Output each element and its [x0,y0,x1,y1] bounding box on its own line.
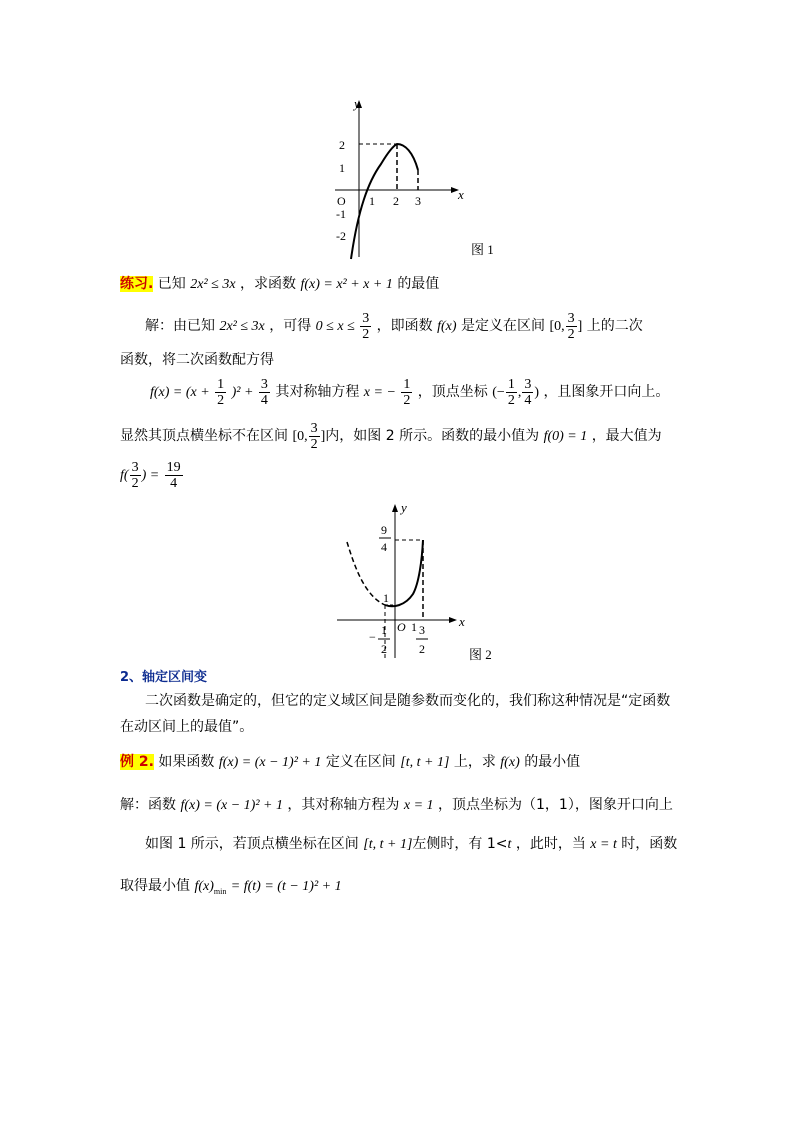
practice-line [120,274,439,295]
solution-line-4: 显然其顶点横坐标不在区间 [0, $\frac{3}{2}$ ]内，如图 2 所示。函数的最小值为 f(0) = 1 ，最大值为 [120,420,662,452]
sol-max: ) = [141,468,160,483]
fig2-y-9: 9 [381,523,387,537]
fig2-x-neg-minus: − [369,630,376,644]
sol2-text: 解：函数 [120,797,176,813]
fraction-1-2 [215,377,226,408]
solution-line-2: 函数，将二次函数配方得 [120,352,274,368]
fig1-y-tick-neg2: -2 [336,229,346,243]
fig1-x-label: x [458,187,464,202]
fig2-x-neg-den: 2 [381,642,387,656]
ex2-function: f(x) = (x − 1)² + 1 [218,755,322,770]
fig2-origin: O [397,620,406,634]
sol-text: 内，如图 2 所示。函数的最小值为 [325,428,540,444]
fig2-curve-solid [385,540,423,606]
fraction-3-2 [130,460,141,491]
fraction-3-4 [522,377,533,408]
section-2-para-line-1: 二次函数是确定的，但它的定义域区间是随参数而变化的，我们称这种情况是“定函数 [145,693,671,709]
fig1-y-tick-neg1: -1 [336,207,346,221]
sol-range: 0 ≤ x ≤ [315,319,355,334]
sol2-text: 取得最小值 [120,878,190,894]
frac-den: 2 [362,326,370,342]
sol2-text: ，其对称轴方程为 [287,797,400,813]
fig1-x-tick-2: 2 [393,194,399,208]
frac-num: 3 [310,420,318,436]
ex2-text: 的最小值 [524,754,581,770]
example-2-line [120,752,580,773]
sol2-text: 左侧时，有 1< [412,836,508,852]
fraction-3-2 [360,311,371,342]
practice-tag: 练习. [120,276,154,292]
fraction-3-2 [309,421,320,452]
fraction-1-2 [401,377,412,408]
sol2-text: 如图 1 所示，若顶点横坐标在区间 [145,836,359,852]
sol-text: ，顶点坐标 [417,384,488,400]
fraction-3-4 [259,377,270,408]
fig2-y-4: 4 [381,540,387,554]
fig2-x-one: 1 [411,620,417,634]
fig2-x-label: x [459,614,465,629]
fig1-y-tick-1: 1 [339,161,345,175]
solution-2-line-1 [120,795,673,816]
practice-function: f(x) = x² + x + 1 [300,277,393,292]
fig2-y-one: 1 [383,591,389,605]
solution-line-3: f(x) = (x + $\frac{1}{2}$ )² + $\frac{3}{4}$ 其对称轴方程 x = − $\frac{1}{2}$ ，顶点坐标 (− $\frac{1}{2}$ , $\frac{3}{4}$ ) ，且图象开口向上。 [150,376,670,408]
frac-num: 1 [403,376,411,392]
fig1-origin: O [337,194,346,208]
sol2-axis: x = 1 [403,798,434,813]
ex2-text: 如果函数 [158,754,215,770]
frac-den: 4 [524,392,532,408]
sol-text: ，即函数 [376,318,433,334]
fig2-x-neg-num: 1 [381,623,387,637]
fig2-x-pos-num: 3 [419,623,425,637]
frac-den: 2 [217,392,225,408]
fraction-1-2 [506,377,517,408]
solution-line-5 [120,458,184,493]
frac-num: 1 [217,376,225,392]
fig2-x-arrow [449,617,457,623]
frac-num: 19 [166,459,181,475]
sol-vertex-form: f(x) = (x + [150,385,210,400]
frac-den: 2 [567,326,575,342]
fig2-y-label: y [401,500,407,515]
practice-text-c: 的最值 [397,276,440,292]
sol-condition: 2x² ≤ 3x [219,319,265,334]
frac-num: 3 [362,310,370,326]
practice-text-b: ，求函数 [240,276,296,292]
frac-num: 1 [507,376,515,392]
fig2-curve-dashed [347,542,385,605]
sol-text: 上的二次 [586,318,643,334]
sol-text: 显然其顶点横坐标不在区间 [120,428,288,444]
sol2-fx: f(x) [194,879,214,894]
section-2-para-line-2: 在动区间上的最值”。 [120,719,254,735]
sol-text: ，可得 [269,318,312,334]
figure-1 [325,92,515,262]
frac-den: 2 [310,436,318,452]
sol2-text: ，顶点坐标为（1，1），图象开口向上 [438,797,673,813]
fig2-caption: 图 2 [469,647,492,662]
sol-min: f(0) = 1 [543,429,588,444]
frac-num: 3 [524,376,532,392]
sol-text: 是定义在区间 [461,318,546,334]
fig1-x-tick-1: 1 [369,194,375,208]
frac-den: 2 [131,475,139,491]
sol2-xt: x = t [590,837,617,852]
sol-text: 其对称轴方程 [275,384,360,400]
sol-vertex-form: )² + [231,385,254,400]
sol2-min-sub: min [213,886,227,896]
frac-num: 3 [567,310,575,326]
sol-text: ，且图象开口向上。 [543,384,670,400]
fraction-3-2 [566,311,577,342]
ex2-text: 上，求 [453,754,496,770]
section-2-title: 2、轴定区间变 [120,670,208,685]
frac-num: 3 [131,459,139,475]
solution-2-line-3 [120,876,342,897]
ex2-interval: [t, t + 1] [400,755,450,770]
fig1-curve [351,144,418,259]
fig1-y-label: y [354,96,360,111]
example-2-tag: 例 2. [120,754,154,770]
solution-2-line-2 [145,834,677,855]
frac-den: 2 [507,392,515,408]
figure-2 [335,498,505,668]
fig1-y-tick-2: 2 [339,138,345,152]
frac-den: 4 [260,392,268,408]
solution-line-1: 解：由已知 2x² ≤ 3x ，可得 0 ≤ x ≤ $\frac{3}{2}$ ，即函数 f(x) 是定义在区间 [0, $\frac{3}{2}$ ] 上的二次 [145,310,643,342]
sol2-interval: [t, t + 1] [363,837,413,852]
frac-num: 3 [260,376,268,392]
ex2-fx: f(x) [500,755,520,770]
fraction-19-4 [165,460,183,491]
frac-den: 2 [403,392,411,408]
sol2-function: f(x) = (x − 1)² + 1 [180,798,283,813]
sol2-t: t [507,837,512,852]
frac-den: 4 [170,475,178,491]
fig1-caption: 图 1 [471,242,494,257]
sol2-text: 时，函数 [621,836,678,852]
fig1-x-tick-3: 3 [415,194,421,208]
fig2-x-pos-den: 2 [419,642,425,656]
sol2-text: ，此时，当 [515,836,586,852]
sol2-result: = f(t) = (t − 1)² + 1 [230,879,342,894]
sol-fx: f(x) [437,319,457,334]
fig2-y-arrow [392,504,398,512]
sol-text: 解：由已知 [145,318,215,334]
practice-condition: 2x² ≤ 3x [190,277,236,292]
sol-axis: x = − [363,385,396,400]
sol-max: f( [120,468,129,483]
sol-text: ，最大值为 [591,428,662,444]
practice-text-a: 已知 [157,276,186,292]
ex2-text: 定义在区间 [325,754,396,770]
